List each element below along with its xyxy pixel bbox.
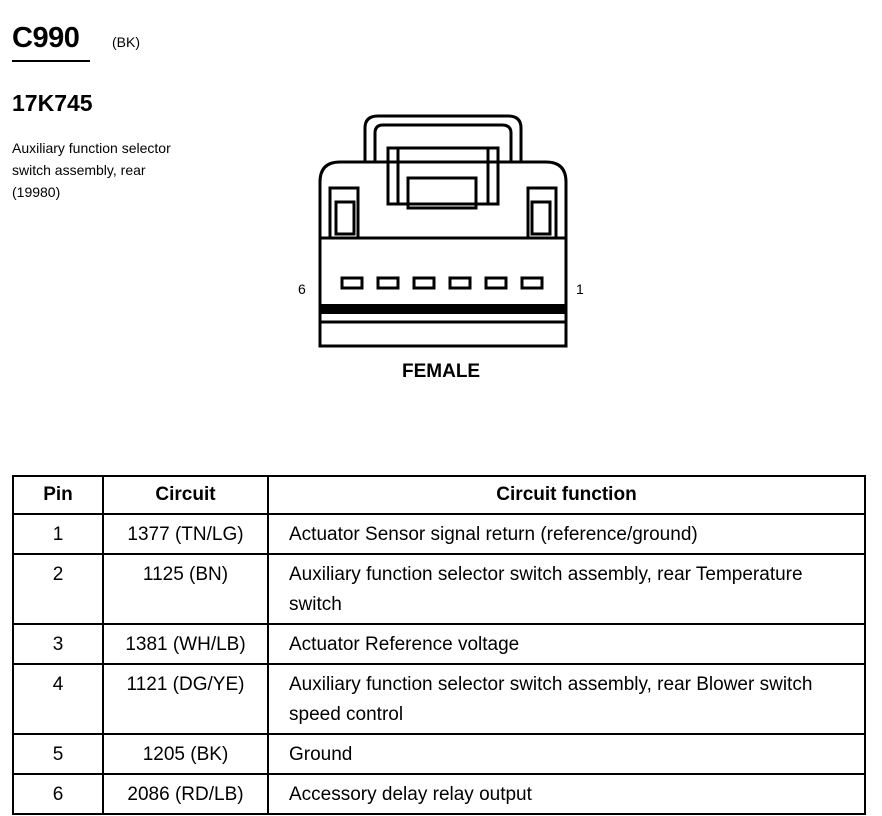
cell-function: Actuator Sensor signal return (reference/ground) <box>268 514 865 554</box>
pin-1-label: 1 <box>576 281 584 297</box>
terminal-cavity <box>378 278 398 288</box>
cell-pin: 3 <box>13 624 103 664</box>
table-row <box>13 774 865 814</box>
table-row <box>13 514 865 554</box>
terminal-cavity <box>414 278 434 288</box>
latch-window <box>388 148 498 204</box>
left-shoulder-key <box>336 202 354 234</box>
connector-gender-label: FEMALE <box>402 361 481 382</box>
cell-circuit: 1205 (BK) <box>103 734 268 774</box>
cell-function: Accessory delay relay output <box>268 774 865 814</box>
header-pin: Pin <box>13 476 103 514</box>
right-shoulder-key <box>532 202 550 234</box>
pin-6-label: 6 <box>298 281 306 297</box>
terminal-cavity <box>342 278 362 288</box>
cell-circuit: 1121 (DG/YE) <box>103 664 268 734</box>
connector-id-underline <box>12 60 90 62</box>
table-header-row <box>13 476 865 514</box>
cell-pin: 6 <box>13 774 103 814</box>
connector-face-diagram <box>290 108 590 358</box>
cell-pin: 4 <box>13 664 103 734</box>
connector-color: (BK) <box>112 34 140 50</box>
cell-function: Ground <box>268 734 865 774</box>
terminal-cavity <box>486 278 506 288</box>
part-number: 17K745 <box>12 90 93 116</box>
header-circuit: Circuit <box>103 476 268 514</box>
connector-id: C990 <box>12 22 80 54</box>
pin-table <box>12 475 866 815</box>
terminal-band <box>320 304 566 314</box>
header-function: Circuit function <box>268 476 865 514</box>
part-description: Auxiliary function selector switch assembly, rear (19980) <box>12 140 171 200</box>
table-row <box>13 624 865 664</box>
cell-function: Actuator Reference voltage <box>268 624 865 664</box>
cell-pin: 1 <box>13 514 103 554</box>
cell-function: Auxiliary function selector switch assembly, rear Temperature switch <box>268 554 865 624</box>
latch-inner <box>375 125 511 162</box>
cell-circuit: 1377 (TN/LG) <box>103 514 268 554</box>
table-row <box>13 734 865 774</box>
cell-pin: 2 <box>13 554 103 624</box>
cell-function: Auxiliary function selector switch assembly, rear Blower switch speed control <box>268 664 865 734</box>
cell-circuit: 1125 (BN) <box>103 554 268 624</box>
terminal-cavity <box>522 278 542 288</box>
cell-circuit: 1381 (WH/LB) <box>103 624 268 664</box>
cell-pin: 5 <box>13 734 103 774</box>
table-row <box>13 554 865 624</box>
terminal-cavity <box>450 278 470 288</box>
cell-circuit: 2086 (RD/LB) <box>103 774 268 814</box>
table-row <box>13 664 865 734</box>
